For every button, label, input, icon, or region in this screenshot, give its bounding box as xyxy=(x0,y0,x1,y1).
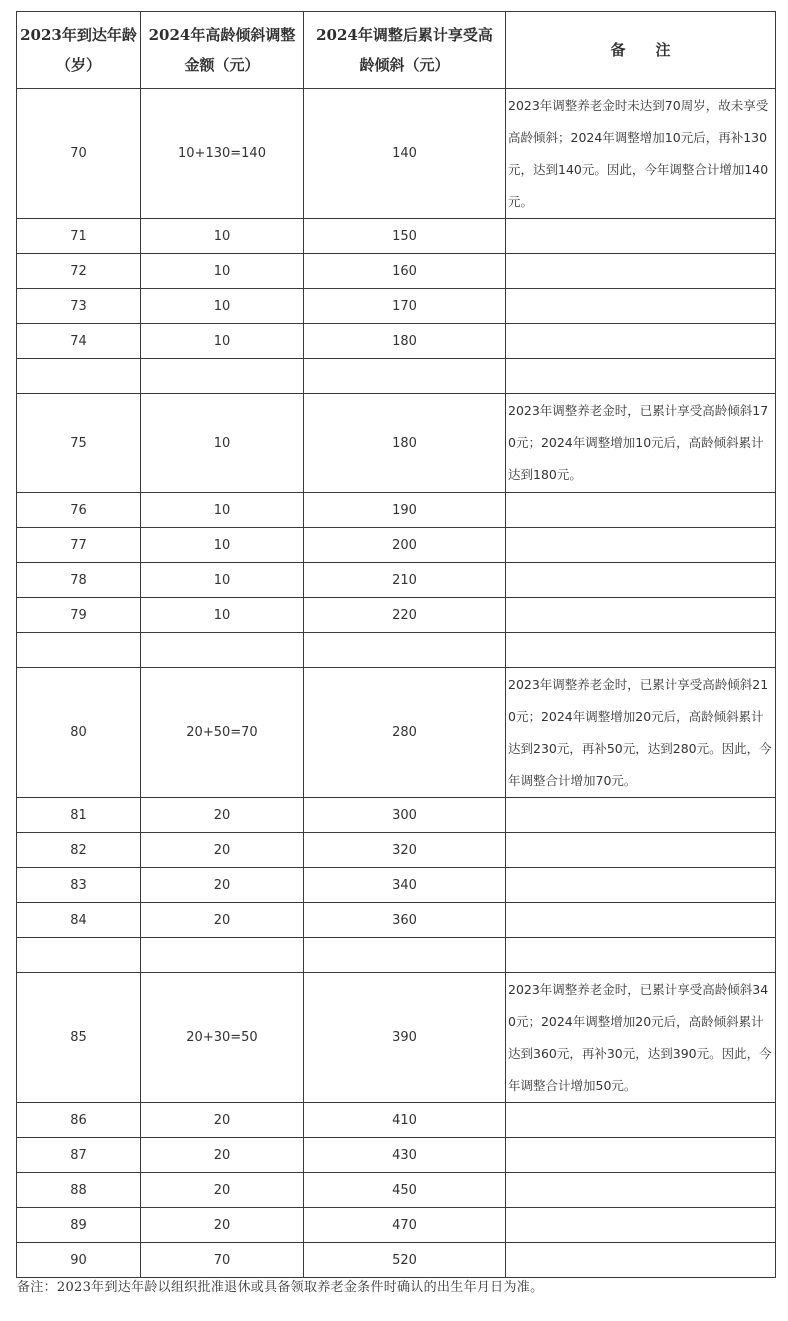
age-cell: 80 xyxy=(17,668,141,798)
age-cell: 81 xyxy=(17,798,141,833)
header-adjust-line1: 2024年高龄倾斜调整 xyxy=(148,26,296,44)
table-row xyxy=(17,1208,776,1243)
cumulative-cell xyxy=(304,633,506,668)
cumulative-cell: 200 xyxy=(304,528,506,563)
adjust-amount-cell: 10 xyxy=(141,598,304,633)
remark-cell: 2023年调整养老金时，已累计享受高龄倾斜340元；2024年调整增加20元后，高龄倾斜累计达到360元，再补30元，达到390元。因此，今年调整合计增加50元。 xyxy=(506,973,776,1103)
pension-adjustment-table xyxy=(16,11,776,1278)
remark-cell xyxy=(506,633,776,668)
remark-cell: 2023年调整养老金时未达到70周岁，故未享受高龄倾斜；2024年调整增加10元后，再补130元，达到140元。因此，今年调整合计增加140元。 xyxy=(506,89,776,219)
remark-cell xyxy=(506,289,776,324)
cumulative-cell xyxy=(304,938,506,973)
age-cell: 76 xyxy=(17,493,141,528)
cumulative-cell: 180 xyxy=(304,324,506,359)
remark-cell xyxy=(506,1138,776,1173)
adjust-amount-cell: 20 xyxy=(141,798,304,833)
age-cell: 85 xyxy=(17,973,141,1103)
cumulative-cell: 390 xyxy=(304,973,506,1103)
table-row xyxy=(17,563,776,598)
age-cell xyxy=(17,633,141,668)
remark-cell xyxy=(506,1173,776,1208)
remark-cell xyxy=(506,493,776,528)
cumulative-cell: 280 xyxy=(304,668,506,798)
age-cell: 72 xyxy=(17,254,141,289)
table-row xyxy=(17,1173,776,1208)
header-cumulative-line2: 龄倾斜（元） xyxy=(359,56,450,74)
adjust-amount-cell: 20+50=70 xyxy=(141,668,304,798)
cumulative-cell: 360 xyxy=(304,903,506,938)
cumulative-cell: 170 xyxy=(304,289,506,324)
adjust-amount-cell xyxy=(141,938,304,973)
cumulative-cell: 520 xyxy=(304,1243,506,1278)
table-row xyxy=(17,1243,776,1278)
remark-cell xyxy=(506,528,776,563)
table-row xyxy=(17,528,776,563)
footnote: 备注：2023年到达年龄以组织批准退休或具备领取养老金条件时确认的出生年月日为准。 xyxy=(17,1280,544,1295)
age-cell: 75 xyxy=(17,394,141,493)
table-row xyxy=(17,324,776,359)
cumulative-cell xyxy=(304,359,506,394)
age-cell: 87 xyxy=(17,1138,141,1173)
table-row xyxy=(17,219,776,254)
cumulative-cell: 300 xyxy=(304,798,506,833)
remark-cell xyxy=(506,598,776,633)
remark-cell xyxy=(506,254,776,289)
adjust-amount-cell: 20 xyxy=(141,1103,304,1138)
age-cell: 83 xyxy=(17,868,141,903)
age-cell: 74 xyxy=(17,324,141,359)
remark-cell xyxy=(506,563,776,598)
cumulative-cell: 210 xyxy=(304,563,506,598)
table-row xyxy=(17,798,776,833)
age-cell xyxy=(17,938,141,973)
remark-cell: 2023年调整养老金时，已累计享受高龄倾斜170元；2024年调整增加10元后，高龄倾斜累计达到180元。 xyxy=(506,394,776,493)
remark-cell: 2023年调整养老金时，已累计享受高龄倾斜210元；2024年调整增加20元后，高龄倾斜累计达到230元，再补50元，达到280元。因此，今年调整合计增加70元。 xyxy=(506,668,776,798)
remark-cell xyxy=(506,868,776,903)
header-remarks: 备 注 xyxy=(506,12,776,89)
cumulative-cell: 160 xyxy=(304,254,506,289)
age-cell xyxy=(17,359,141,394)
adjust-amount-cell: 10 xyxy=(141,394,304,493)
cumulative-cell: 150 xyxy=(304,219,506,254)
table-row xyxy=(17,493,776,528)
cumulative-cell: 410 xyxy=(304,1103,506,1138)
adjust-amount-cell xyxy=(141,633,304,668)
table-row xyxy=(17,868,776,903)
adjust-amount-cell: 10 xyxy=(141,493,304,528)
adjust-amount-cell: 20 xyxy=(141,1138,304,1173)
header-adjust-amount xyxy=(141,12,304,89)
adjust-amount-cell: 20 xyxy=(141,1173,304,1208)
adjust-amount-cell: 20 xyxy=(141,903,304,938)
adjust-amount-cell xyxy=(141,359,304,394)
table-row xyxy=(17,1103,776,1138)
age-cell: 77 xyxy=(17,528,141,563)
adjust-amount-cell: 20 xyxy=(141,868,304,903)
table-row xyxy=(17,89,776,219)
adjust-amount-cell: 10 xyxy=(141,528,304,563)
remark-cell xyxy=(506,938,776,973)
table-row xyxy=(17,394,776,493)
cumulative-cell: 220 xyxy=(304,598,506,633)
pension-table-container xyxy=(16,11,775,1278)
remark-cell xyxy=(506,1208,776,1243)
table-header-row xyxy=(17,12,776,89)
remark-cell xyxy=(506,359,776,394)
adjust-amount-cell: 10 xyxy=(141,289,304,324)
table-row xyxy=(17,668,776,798)
age-cell: 79 xyxy=(17,598,141,633)
header-age-line1: 2023年到达年龄 xyxy=(20,26,137,44)
table-row xyxy=(17,598,776,633)
table-row xyxy=(17,289,776,324)
adjust-amount-cell: 20 xyxy=(141,1208,304,1243)
age-cell: 86 xyxy=(17,1103,141,1138)
remark-cell xyxy=(506,798,776,833)
age-cell: 78 xyxy=(17,563,141,598)
cumulative-cell: 430 xyxy=(304,1138,506,1173)
header-cumulative xyxy=(304,12,506,89)
table-body xyxy=(17,89,776,1278)
blank-row xyxy=(17,938,776,973)
remark-cell xyxy=(506,903,776,938)
header-cumulative-line1: 2024年调整后累计享受高 xyxy=(316,26,493,44)
age-cell: 70 xyxy=(17,89,141,219)
cumulative-cell: 320 xyxy=(304,833,506,868)
cumulative-cell: 190 xyxy=(304,493,506,528)
adjust-amount-cell: 10 xyxy=(141,254,304,289)
age-cell: 71 xyxy=(17,219,141,254)
remark-cell xyxy=(506,324,776,359)
adjust-amount-cell: 20 xyxy=(141,833,304,868)
remark-cell xyxy=(506,1103,776,1138)
adjust-amount-cell: 10 xyxy=(141,563,304,598)
cumulative-cell: 450 xyxy=(304,1173,506,1208)
adjust-amount-cell: 10+130=140 xyxy=(141,89,304,219)
cumulative-cell: 180 xyxy=(304,394,506,493)
cumulative-cell: 140 xyxy=(304,89,506,219)
header-age-line2: （岁） xyxy=(55,56,101,74)
table-row xyxy=(17,833,776,868)
blank-row xyxy=(17,633,776,668)
adjust-amount-cell: 70 xyxy=(141,1243,304,1278)
age-cell: 84 xyxy=(17,903,141,938)
remark-cell xyxy=(506,1243,776,1278)
adjust-amount-cell: 10 xyxy=(141,219,304,254)
cumulative-cell: 340 xyxy=(304,868,506,903)
table-row xyxy=(17,254,776,289)
adjust-amount-cell: 20+30=50 xyxy=(141,973,304,1103)
table-row xyxy=(17,1138,776,1173)
blank-row xyxy=(17,359,776,394)
table-row xyxy=(17,903,776,938)
header-age xyxy=(17,12,141,89)
header-adjust-line2: 金额（元） xyxy=(184,56,260,74)
cumulative-cell: 470 xyxy=(304,1208,506,1243)
table-row xyxy=(17,973,776,1103)
remark-cell xyxy=(506,833,776,868)
adjust-amount-cell: 10 xyxy=(141,324,304,359)
age-cell: 82 xyxy=(17,833,141,868)
age-cell: 90 xyxy=(17,1243,141,1278)
age-cell: 73 xyxy=(17,289,141,324)
age-cell: 89 xyxy=(17,1208,141,1243)
age-cell: 88 xyxy=(17,1173,141,1208)
remark-cell xyxy=(506,219,776,254)
